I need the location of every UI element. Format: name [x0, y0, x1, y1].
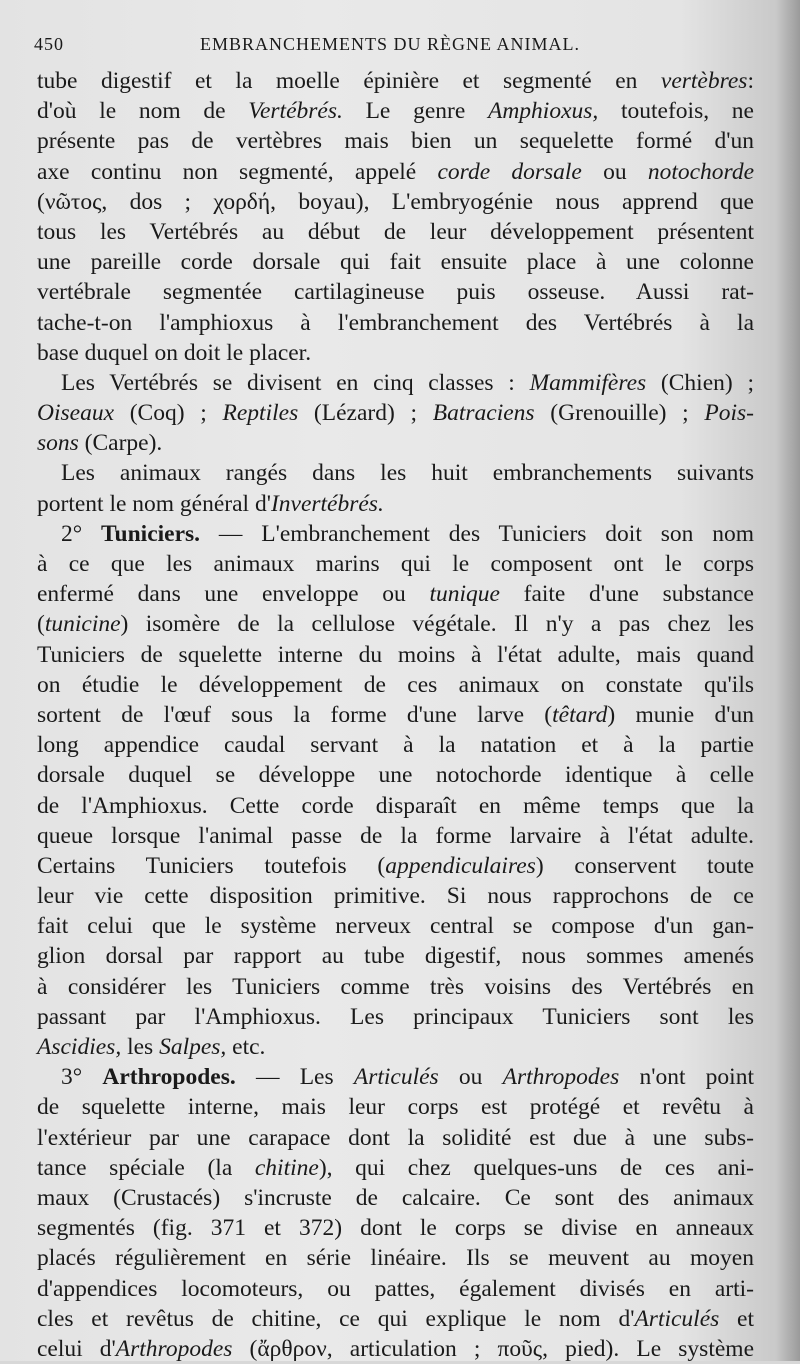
text-run: tance spéciale (la: [37, 1154, 255, 1181]
text-run: base duquel on doit le placer.: [37, 339, 312, 366]
text-run: maux (Crustacés) s'incruste de calcaire. Ce sont des animaux: [37, 1184, 754, 1211]
text-run: portent le nom général d': [37, 490, 271, 517]
text-line: [37, 609, 754, 639]
text-run: segmentés (fig. 371 et 372) dont le corps se divise en anneaux: [37, 1215, 754, 1242]
text-run: Le genre: [342, 98, 488, 125]
text-line: [37, 1304, 754, 1334]
italic-term: Reptiles: [222, 400, 299, 427]
text-line: [37, 1032, 754, 1062]
text-run: glion dorsal par rapport au tube digestif, nous sommes amenés: [37, 943, 754, 970]
text-run: tube digestif et la moelle épinière et segmenté en: [37, 68, 661, 94]
text-run: (Coq) ;: [114, 400, 223, 427]
italic-term: tunicine: [44, 611, 121, 638]
italic-term: Batraciens: [432, 400, 535, 427]
text-line: [37, 157, 754, 187]
text-line: [37, 308, 754, 338]
text-line: [37, 821, 754, 851]
text-run: une pareille corde dorsale qui fait ensuite place à une colonne: [37, 249, 754, 276]
text-line: [37, 760, 754, 790]
italic-term: Arthropodes: [115, 1335, 233, 1362]
running-head: [34, 34, 760, 60]
text-line: [37, 1002, 754, 1032]
text-run: tache-t-on l'amphioxus à l'embranchement des Vertébrés à la: [37, 309, 754, 336]
text-line: [37, 670, 754, 700]
text-line: [37, 911, 754, 941]
text-line: [37, 1062, 754, 1092]
text-run: cles et revêtus de chitine, ce qui explique le nom d': [37, 1305, 635, 1332]
text-run: vertébrale segmentée cartilagineuse puis osseuse. Aussi rat-: [37, 279, 754, 306]
text-run: (: [37, 611, 45, 638]
text-line: [37, 66, 754, 96]
text-run: celui d': [37, 1335, 116, 1362]
text-line: [37, 1153, 754, 1183]
text-run: présente pas de vertèbres mais bien un sequelette formé d'un: [37, 128, 754, 155]
text-line: [37, 1092, 754, 1122]
text-line: [37, 1183, 754, 1213]
text-run: ) isomère de la cellulose végétale. Il n'y a pas chez les: [120, 611, 754, 638]
text-run: n'ont point: [619, 1064, 754, 1091]
italic-term: Articulés: [634, 1305, 720, 1332]
text-run: Les animaux rangés dans les huit embranchements suivants: [61, 460, 754, 487]
text-run: (Carpe).: [78, 430, 163, 457]
text-run: sortent de l'œuf sous la forme d'une larve (: [37, 701, 553, 728]
text-run: à considérer les Tuniciers comme très voisins des Vertébrés en: [37, 973, 754, 1000]
text-run: placés régulièrement en série linéaire. Ils se meuvent au moyen: [37, 1245, 754, 1272]
text-line: [37, 791, 754, 821]
text-line: [37, 941, 754, 971]
italic-term: Oiseaux: [37, 400, 115, 427]
text-line: [37, 519, 754, 549]
text-line: [37, 187, 754, 217]
text-run: — Les: [235, 1064, 354, 1091]
text-run: faite d'une substance: [499, 581, 754, 608]
text-line: [37, 1274, 754, 1304]
italic-term: Articulés: [353, 1064, 439, 1091]
text-run: ) munie d'un: [607, 701, 754, 728]
text-run: — L'embranchement des Tuniciers doit son nom: [200, 520, 754, 547]
text-run: (Grenouille) ;: [534, 400, 705, 427]
italic-term: sons: [37, 430, 79, 457]
text-run: l'extérieur par une carapace dont la solidité est due à une subs-: [37, 1124, 754, 1151]
text-run: 2°: [61, 520, 102, 547]
italic-term: Salpes,: [159, 1034, 227, 1060]
text-run: axe continu non segmenté, appelé: [37, 158, 438, 185]
text-run: (νῶτος, dos ; χορδή, boyau), L'embryogénie nous apprend que: [37, 188, 754, 215]
page-number: 450: [34, 34, 64, 54]
text-line: [37, 126, 754, 156]
text-run: ou: [581, 158, 648, 185]
text-line: [37, 640, 754, 670]
text-line: [37, 277, 754, 307]
text-line: [37, 428, 754, 458]
text-line: [37, 1334, 754, 1364]
text-run: leur vie cette disposition primitive. Si nous rapprochons de ce: [37, 883, 754, 910]
text-line: [37, 700, 754, 730]
text-run: (Lézard) ;: [298, 400, 433, 427]
text-run: etc.: [226, 1034, 266, 1060]
text-line: [37, 368, 754, 398]
italic-term: corde dorsale: [437, 158, 582, 185]
text-run: de squelette interne, mais leur corps est protégé et revêtu à: [37, 1094, 754, 1121]
text-run: toutefois, ne: [598, 98, 754, 125]
text-run: ), qui chez quelques-uns de ces ani-: [318, 1154, 755, 1181]
text-run: passant par l'Amphioxus. Les principaux Tuniciers sont les: [37, 1003, 754, 1030]
italic-term: Mammifères: [529, 369, 647, 396]
text-run: queue lorsque l'animal passe de la forme larvaire à l'état adulte.: [37, 822, 754, 849]
text-run: à ce que les animaux marins qui le composent ont le corps: [37, 551, 754, 577]
text-line: [37, 730, 754, 760]
text-run: long appendice caudal servant à la natation et à la partie: [37, 732, 754, 759]
text-line: [37, 1213, 754, 1243]
text-line: [37, 1123, 754, 1153]
italic-term: tunique: [429, 581, 500, 608]
italic-term: notochorde: [647, 158, 755, 185]
text-run: d'où le nom de: [37, 98, 249, 125]
running-title: EMBRANCHEMENTS DU RÈGNE ANIMAL.: [200, 34, 581, 54]
text-line: [37, 247, 754, 277]
text-run: (Chien) ;: [646, 369, 754, 396]
italic-term: vertèbres: [660, 68, 748, 94]
text-run: Tuniciers de squelette interne du moins à l'état adulte, mais quand: [37, 641, 754, 668]
text-line: [37, 489, 754, 519]
text-run: (ἄρθρον, articulation ; ποῦς, pied). Le système: [232, 1335, 754, 1362]
text-run: et: [719, 1305, 754, 1332]
text-line: [37, 851, 754, 881]
italic-term: Invertébrés.: [270, 490, 384, 517]
text-line: [37, 549, 754, 579]
text-run: ) conservent toute: [535, 852, 755, 879]
text-line: [37, 398, 754, 428]
italic-term: Pois-: [704, 400, 755, 427]
italic-term: Arthropodes: [502, 1064, 620, 1091]
text-run: :: [747, 68, 754, 94]
section-heading: Tuniciers.: [101, 520, 201, 547]
italic-term: appendiculaires: [385, 852, 536, 879]
text-run: 3°: [61, 1064, 103, 1091]
text-run: d'appendices locomoteurs, ou pattes, également divisés en arti-: [37, 1275, 754, 1302]
text-line: [37, 579, 754, 609]
text-line: [37, 338, 754, 368]
text-line: [37, 881, 754, 911]
text-line: [37, 1243, 754, 1273]
text-line: [37, 972, 754, 1002]
text-run: de l'Amphioxus. Cette corde disparaît en même temps que la: [37, 792, 754, 819]
text-run: Les Vertébrés se divisent en cinq classes :: [61, 369, 530, 396]
text-run: tous les Vertébrés au début de leur développement présentent: [37, 218, 754, 245]
italic-term: Vertébrés.: [248, 98, 343, 125]
text-line: [37, 458, 754, 488]
section-heading: Arthropodes.: [102, 1064, 236, 1091]
text-run: ou: [438, 1064, 503, 1091]
italic-term: Ascidies,: [37, 1034, 122, 1060]
italic-term: Amphioxus,: [487, 98, 599, 125]
text-run: les: [121, 1034, 160, 1060]
text-run: fait celui que le système nerveux central se compose d'un gan-: [37, 913, 754, 940]
text-line: [37, 217, 754, 247]
body-text: [37, 66, 754, 1364]
italic-term: chitine: [254, 1154, 319, 1181]
text-run: Certains Tuniciers toutefois (: [37, 852, 386, 879]
italic-term: têtard: [552, 701, 608, 728]
text-run: enfermé dans une enveloppe ou: [37, 581, 430, 608]
text-run: dorsale duquel se développe une notochorde identique à celle: [37, 762, 754, 789]
text-line: [37, 96, 754, 126]
text-run: on étudie le développement de ces animaux on constate qu'ils: [37, 671, 754, 698]
